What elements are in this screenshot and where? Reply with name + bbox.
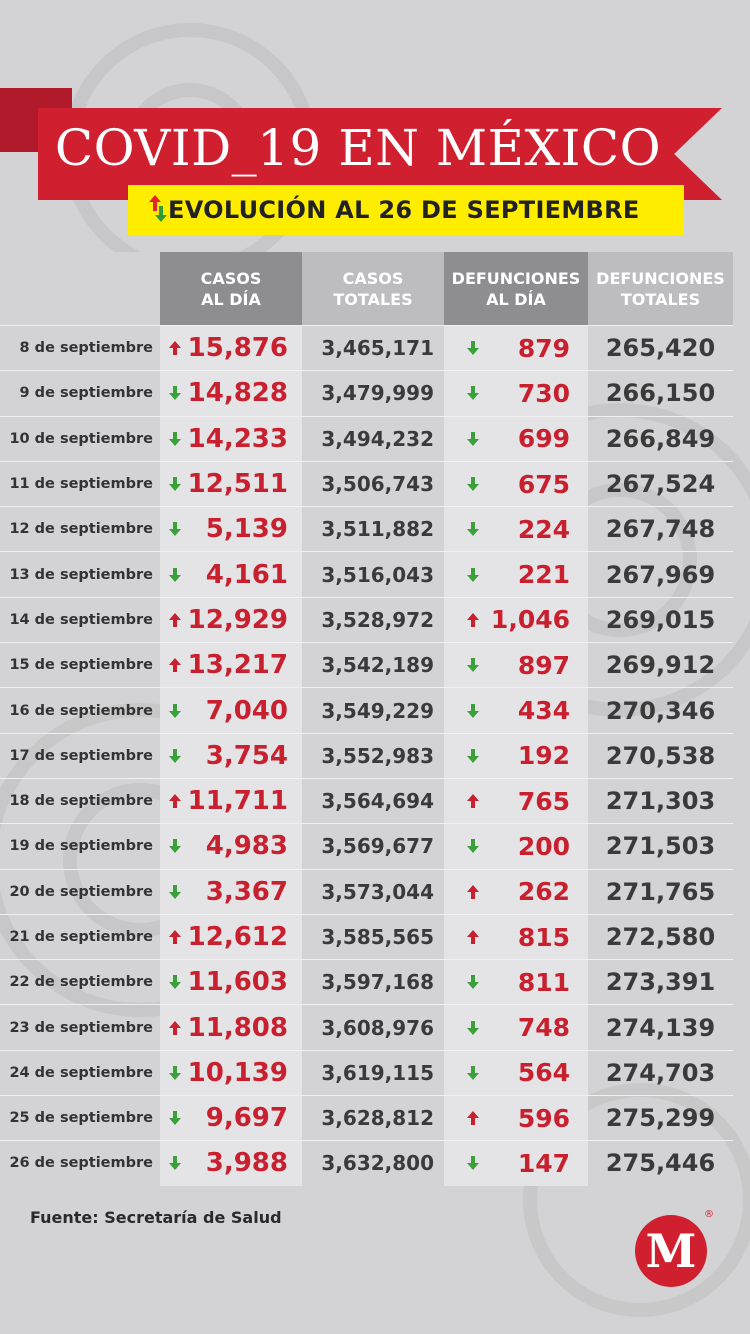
casos-dia-value: 10,139 <box>187 1057 288 1088</box>
def-totales-value: 269,015 <box>605 605 716 634</box>
casos-dia-cell <box>160 417 302 461</box>
row-date: 20 de septiembre <box>9 883 153 900</box>
def-dia-cell <box>444 417 588 461</box>
casos-dia-cell <box>160 1141 302 1185</box>
arrow-down-icon <box>168 837 182 855</box>
table-row <box>0 642 733 687</box>
table-row <box>0 551 733 596</box>
def-dia-value: 699 <box>517 424 570 454</box>
arrow-down-icon <box>466 520 480 538</box>
casos-dia-cell <box>160 688 302 732</box>
casos-dia-cell <box>160 326 302 370</box>
casos-dia-value: 12,929 <box>187 604 288 635</box>
def-dia-cell <box>444 870 588 914</box>
arrow-down-icon <box>168 384 182 402</box>
casos-dia-value: 13,217 <box>187 650 288 681</box>
header-def-dia-line1: DEFUNCIONES <box>451 268 581 288</box>
def-totales-value: 273,391 <box>605 968 716 997</box>
arrow-down-icon <box>466 430 480 448</box>
row-date: 21 de septiembre <box>9 929 153 945</box>
casos-dia-value: 11,711 <box>187 786 288 817</box>
def-dia-value: 200 <box>517 831 570 861</box>
casos-totales-value: 3,479,999 <box>321 381 434 406</box>
casos-dia-value: 11,808 <box>187 1012 288 1043</box>
table-row <box>0 416 733 461</box>
arrow-up-icon <box>168 339 182 357</box>
def-dia-value: 262 <box>517 877 570 907</box>
casos-dia-value: 4,161 <box>205 559 288 590</box>
subtitle-box <box>128 185 684 235</box>
def-dia-cell <box>444 598 588 642</box>
row-date: 23 de septiembre <box>9 1019 153 1036</box>
row-date: 22 de septiembre <box>9 974 153 991</box>
arrow-down-icon <box>466 566 480 584</box>
def-totales-value: 267,524 <box>605 470 716 499</box>
casos-dia-cell <box>160 734 302 778</box>
def-totales-value: 271,503 <box>605 832 716 861</box>
casos-dia-cell <box>160 824 302 868</box>
table-row <box>0 325 733 370</box>
header-def-totales <box>588 252 733 325</box>
page-title: COVID_19 EN MÉXICO <box>54 119 662 177</box>
casos-dia-value: 15,876 <box>187 333 288 364</box>
arrow-up-icon <box>168 656 182 674</box>
def-totales-value: 269,912 <box>605 651 716 680</box>
header-casos-totales-line2: TOTALES <box>333 289 413 309</box>
row-date: 9 de septiembre <box>19 385 153 402</box>
casos-totales-value: 3,542,189 <box>321 653 434 678</box>
arrow-down-icon <box>168 475 182 493</box>
def-dia-cell <box>444 1051 588 1095</box>
row-date: 26 de septiembre <box>9 1155 153 1172</box>
arrow-down-icon <box>168 1154 182 1172</box>
table-row <box>0 1050 733 1095</box>
arrow-up-icon <box>168 611 182 629</box>
def-dia-cell <box>444 1096 588 1140</box>
arrow-up-icon <box>168 792 182 810</box>
row-date: 8 de septiembre <box>19 340 153 357</box>
arrow-down-icon <box>466 1154 480 1172</box>
def-dia-cell <box>444 734 588 778</box>
arrow-down-icon <box>168 747 182 765</box>
arrow-up-icon <box>466 1109 480 1127</box>
casos-totales-value: 3,511,882 <box>321 517 434 542</box>
casos-totales-value: 3,573,044 <box>321 879 434 904</box>
table-row <box>0 687 733 732</box>
casos-totales-value: 3,632,800 <box>321 1151 434 1176</box>
row-date: 15 de septiembre <box>9 657 153 674</box>
table-header <box>0 252 733 325</box>
def-totales-value: 275,446 <box>605 1149 716 1178</box>
casos-totales-value: 3,628,812 <box>321 1106 434 1131</box>
def-dia-cell <box>444 1005 588 1049</box>
casos-totales-value: 3,597,168 <box>321 970 434 995</box>
def-dia-value: 815 <box>517 922 570 952</box>
def-dia-value: 434 <box>517 696 570 726</box>
arrow-up-icon <box>466 611 480 629</box>
row-date: 14 de septiembre <box>9 611 153 628</box>
table-row <box>0 1095 733 1140</box>
casos-totales-value: 3,528,972 <box>321 607 434 632</box>
def-dia-value: 879 <box>517 333 570 363</box>
row-date: 18 de septiembre <box>9 793 153 810</box>
arrow-down-icon <box>466 1019 480 1037</box>
header-casos-dia <box>160 252 302 325</box>
header-casos-totales <box>302 252 444 325</box>
casos-totales-value: 3,619,115 <box>321 1060 434 1085</box>
casos-dia-cell <box>160 598 302 642</box>
casos-dia-cell <box>160 779 302 823</box>
header-def-dia-line2: AL DÍA <box>486 289 546 309</box>
def-totales-value: 265,420 <box>605 334 716 363</box>
casos-dia-cell <box>160 552 302 596</box>
casos-totales-value: 3,494,232 <box>321 426 434 451</box>
casos-dia-value: 14,233 <box>187 423 288 454</box>
def-dia-value: 811 <box>517 967 570 997</box>
def-dia-cell <box>444 1141 588 1185</box>
table-row <box>0 1140 733 1185</box>
arrow-down-icon <box>466 837 480 855</box>
casos-totales-value: 3,552,983 <box>321 743 434 768</box>
arrow-down-icon <box>466 1064 480 1082</box>
row-date: 13 de septiembre <box>9 566 153 583</box>
table-row <box>0 823 733 868</box>
def-dia-cell <box>444 507 588 551</box>
def-totales-value: 271,765 <box>605 877 716 906</box>
def-totales-value: 274,139 <box>605 1013 716 1042</box>
arrow-down-icon <box>466 339 480 357</box>
arrow-down-icon <box>168 1064 182 1082</box>
logo-letter: M <box>645 1224 697 1278</box>
arrow-up-icon <box>466 792 480 810</box>
row-date: 19 de septiembre <box>9 838 153 855</box>
subtitle: EVOLUCIÓN AL 26 DE SEPTIEMBRE <box>168 196 640 224</box>
table-row <box>0 778 733 823</box>
casos-dia-value: 3,754 <box>205 740 288 771</box>
def-totales-value: 266,150 <box>605 379 716 408</box>
arrow-down-icon <box>466 973 480 991</box>
casos-totales-value: 3,564,694 <box>321 789 434 814</box>
casos-dia-value: 11,603 <box>187 967 288 998</box>
table-row <box>0 1004 733 1049</box>
def-dia-value: 730 <box>517 378 570 408</box>
casos-dia-value: 7,040 <box>205 695 288 726</box>
casos-dia-cell <box>160 371 302 415</box>
trend-arrows-icon <box>128 185 168 235</box>
row-date: 11 de septiembre <box>9 476 153 493</box>
arrow-down-icon <box>168 883 182 901</box>
arrow-down-icon <box>466 747 480 765</box>
row-date: 25 de septiembre <box>9 1110 153 1127</box>
def-dia-cell <box>444 371 588 415</box>
casos-dia-value: 14,828 <box>187 378 288 409</box>
table-body <box>0 325 733 1186</box>
arrow-down-icon <box>466 656 480 674</box>
casos-dia-cell <box>160 643 302 687</box>
row-date: 10 de septiembre <box>9 430 153 447</box>
casos-dia-value: 4,983 <box>205 831 288 862</box>
casos-dia-value: 3,988 <box>205 1148 288 1179</box>
casos-dia-cell <box>160 870 302 914</box>
casos-totales-value: 3,569,677 <box>321 834 434 859</box>
table-row <box>0 914 733 959</box>
casos-totales-value: 3,506,743 <box>321 472 434 497</box>
arrow-down-icon <box>168 566 182 584</box>
def-totales-value: 272,580 <box>605 923 716 951</box>
def-dia-cell <box>444 326 588 370</box>
table-row <box>0 506 733 551</box>
def-dia-value: 224 <box>517 514 570 544</box>
def-dia-cell <box>444 688 588 732</box>
casos-dia-value: 12,511 <box>187 469 288 500</box>
row-date: 12 de septiembre <box>9 521 153 538</box>
casos-dia-value: 12,612 <box>187 922 288 952</box>
casos-dia-value: 3,367 <box>205 876 288 907</box>
row-date: 16 de septiembre <box>9 702 153 719</box>
def-dia-cell <box>444 552 588 596</box>
header-casos-dia-line2: AL DÍA <box>201 289 261 309</box>
def-dia-cell <box>444 960 588 1004</box>
table-row <box>0 959 733 1004</box>
table-row <box>0 597 733 642</box>
def-dia-cell <box>444 915 588 959</box>
def-dia-cell <box>444 643 588 687</box>
arrow-down-icon <box>466 384 480 402</box>
arrow-up-icon <box>466 928 480 946</box>
header-def-dia <box>444 252 588 325</box>
casos-dia-cell <box>160 1005 302 1049</box>
milenio-logo-icon <box>633 1207 715 1289</box>
table-row <box>0 461 733 506</box>
def-dia-value: 1,046 <box>490 605 570 635</box>
def-dia-value: 596 <box>517 1103 570 1133</box>
casos-totales-value: 3,585,565 <box>321 925 434 949</box>
def-dia-value: 564 <box>517 1058 570 1088</box>
row-date: 24 de septiembre <box>9 1064 153 1081</box>
header-def-totales-line2: TOTALES <box>620 289 701 309</box>
def-dia-value: 748 <box>517 1013 570 1043</box>
def-totales-value: 275,299 <box>605 1104 716 1133</box>
casos-dia-cell <box>160 960 302 1004</box>
casos-dia-cell <box>160 507 302 551</box>
table-row <box>0 733 733 778</box>
table-row <box>0 869 733 914</box>
def-dia-cell <box>444 779 588 823</box>
arrow-down-icon <box>466 702 480 720</box>
def-dia-value: 192 <box>517 741 570 771</box>
casos-dia-cell <box>160 915 302 959</box>
header-def-totales-line1: DEFUNCIONES <box>596 268 725 288</box>
arrow-up-icon <box>168 1019 182 1037</box>
arrow-down-icon <box>466 475 480 493</box>
casos-dia-value: 9,697 <box>205 1103 288 1134</box>
def-totales-value: 274,703 <box>605 1058 716 1087</box>
covid-table <box>0 252 733 1186</box>
def-dia-value: 765 <box>517 786 570 816</box>
def-dia-value: 221 <box>517 560 570 590</box>
casos-totales-value: 3,465,171 <box>321 336 434 361</box>
def-dia-cell <box>444 824 588 868</box>
arrow-down-icon <box>168 430 182 448</box>
casos-totales-value: 3,549,229 <box>321 698 434 723</box>
def-totales-value: 267,969 <box>605 560 716 589</box>
casos-dia-value: 5,139 <box>205 514 288 545</box>
arrow-down-icon <box>168 1109 182 1127</box>
arrow-down-icon <box>168 973 182 991</box>
casos-totales-value: 3,608,976 <box>321 1015 434 1040</box>
def-totales-value: 266,849 <box>605 424 716 453</box>
registered-mark: ® <box>704 1209 714 1220</box>
row-date: 17 de septiembre <box>9 747 153 764</box>
def-dia-value: 897 <box>517 650 570 680</box>
header-spacer <box>0 252 160 325</box>
def-totales-value: 270,346 <box>605 696 716 725</box>
casos-totales-value: 3,516,043 <box>321 562 434 587</box>
def-totales-value: 271,303 <box>605 787 716 816</box>
def-dia-value: 675 <box>517 469 570 499</box>
def-totales-value: 267,748 <box>605 515 716 544</box>
casos-dia-cell <box>160 462 302 506</box>
def-dia-cell <box>444 462 588 506</box>
arrow-down-icon <box>168 520 182 538</box>
header-casos-dia-line1: CASOS <box>200 268 262 288</box>
casos-dia-cell <box>160 1096 302 1140</box>
def-totales-value: 270,538 <box>605 741 716 770</box>
casos-dia-cell <box>160 1051 302 1095</box>
arrow-down-icon <box>168 702 182 720</box>
arrow-up-icon <box>466 883 480 901</box>
arrow-up-icon <box>168 928 182 946</box>
table-row <box>0 370 733 415</box>
source-footer: Fuente: Secretaría de Salud <box>30 1208 282 1227</box>
def-dia-value: 147 <box>517 1148 570 1178</box>
header-casos-totales-line1: CASOS <box>342 268 404 288</box>
